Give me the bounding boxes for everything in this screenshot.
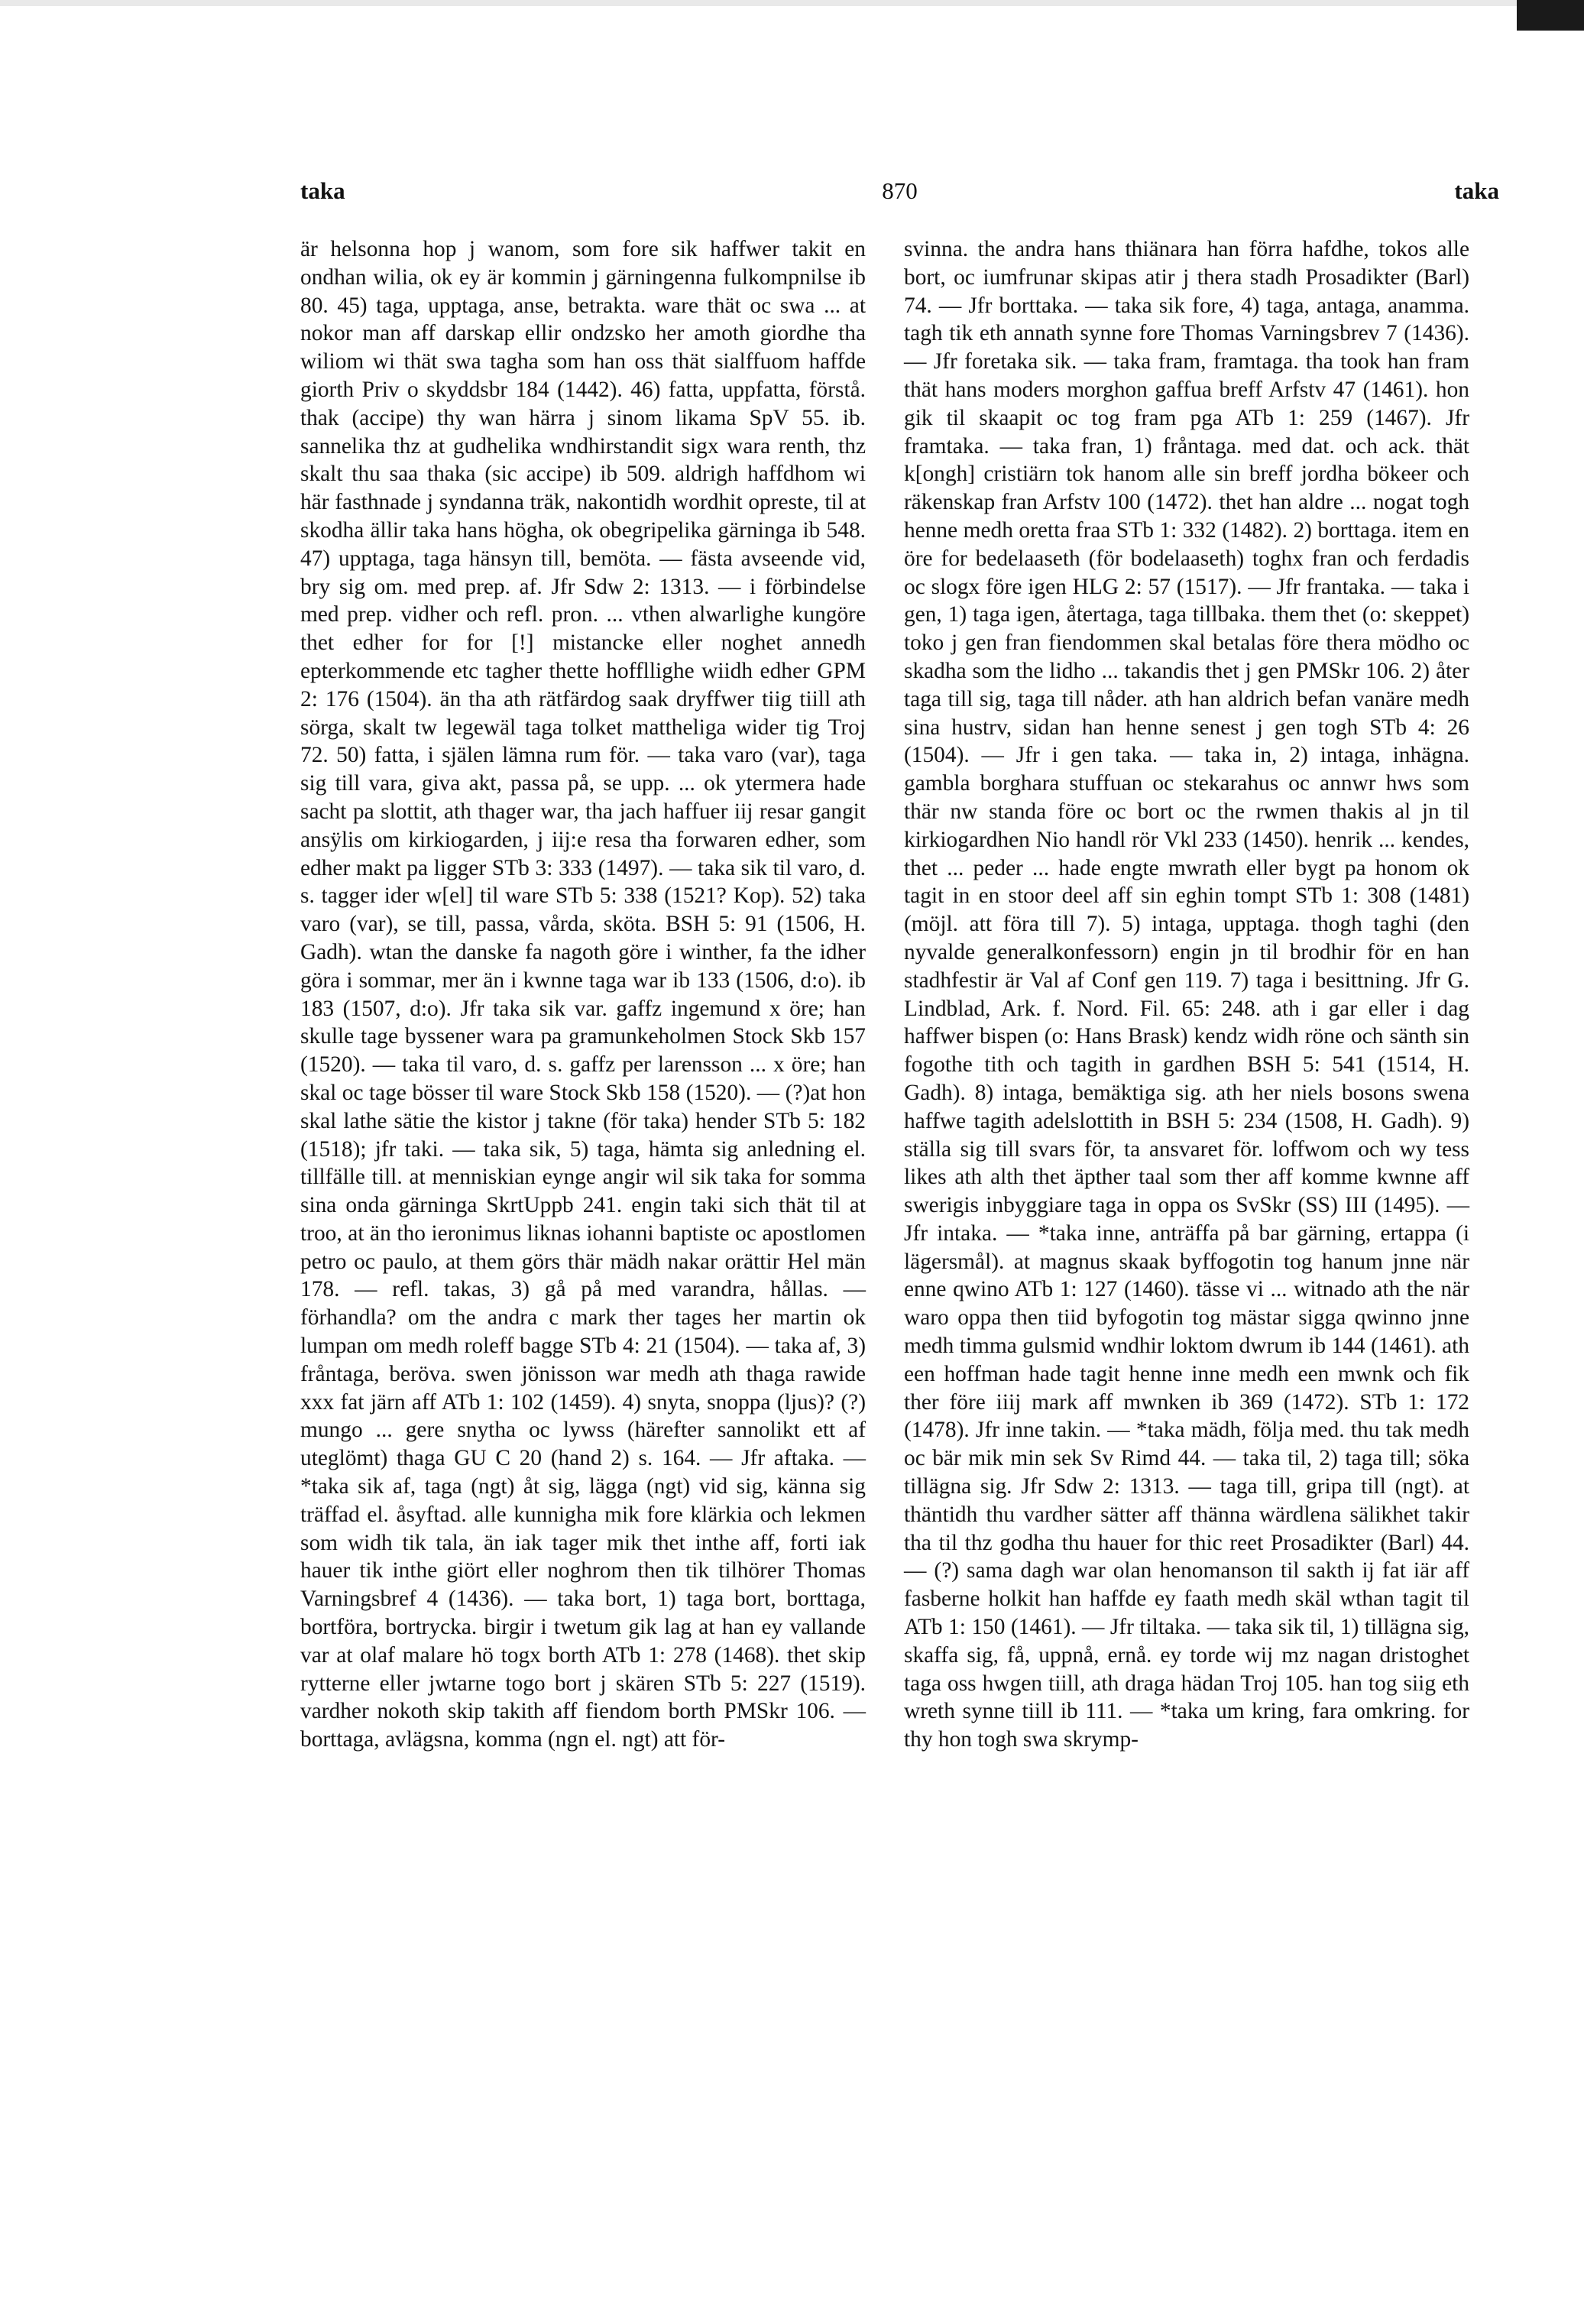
header-left-word: taka [300,177,345,204]
scan-edge-mark [0,0,1584,6]
left-column-text: är helsonna hop j wanom, som fore sik haffwer takit en ondhan wilia, ok ey är kommin j gärningenna fulkompnilse ib 80. 45) taga, upptaga, anse, betrakta. ware thät oc swa ... at nokor man aff darskap ellir ondzsko her amoth giordhe tha wiliom wi thät swa tagha som han oss thät sialffuom haffde giorth Priv o skyddsbr 184 (1442). 46) fatta, uppfatta, förstå. thak (accipe) thy wan härra j sinom likama SpV 55. ib. sannelika thz at gudhelika wndhirstandit sigx wara renth, thz skalt thu saa thaka (sic accipe) ib 509. aldrigh haffdhom wi här fasthnade j syndanna träk, nakontidh wordhit opreste, til at skodha ällir taka hans högha, ok obegripelika gärninga ib 548. 47) upptaga, taga hänsyn till, bemöta. — fästa avseende vid, bry sig om. med prep. af. Jfr Sdw 2: 1313. — i förbindelse med prep. vidher och refl. pron. ... vthen alwarlighe kungöre thet edher for for [!] mistancke eller noghet annedh epterkommende etc tagher thette hoffllighe wiidh edher GPM 2: 176 (1504). än tha ath rätfärdog saak dryffwer tiig tiill ath sörga, skalt tw legewäl taga tolket mattheliga wider tig Troj 72. 50) fatta, i själen lämna rum för. — taka varo (var), taga sig till vara, giva akt, passa på, se upp. ... ok ytermera hade sacht pa slottit, ath thager war, tha jach haffuer iij resar gangit ansÿlis om kirkiogarden, j iij:e resa tha forwaren edher, som edher makt pa ligger STb 3: 333 (1497). — taka sik til varo, d. s. tagger ider w[el] til ware STb 5: 338 (1521? Kop). 52) taka varo (var), se till, passa, vårda, sköta. BSH 5: 91 (1506, H. Gadh). wtan the danske fa nagoth göre i winther, fa the idher göra i sommar, mer än i kwnne taga war ib 133 (1506, d:o). ib 183 (1507, d:o). Jfr taka sik var. gaffz ingemund x öre; han skulle tage byssener wara pa gramunkeholmen Stock Skb 157 (1520). — taka til varo, d. s. gaffz per larensson ... x öre; han skal oc tage bösser til ware Stock Skb 158 (1520). — (?)at hon skal lathe sätie the kistor j takne (för taka) hender STb 5: 182 (1518); jfr taki. — taka sik, 5) taga, hämta sig anledning el. tillfälle till. at menniskian eynge angir wil sik taka for somma sina onda gärninga SkrtUppb 241. engin taki sich thät til at troo, at än tho ieronimus liknas iohanni baptiste oc apostlomen petro oc paulo, at them görs thär mädh nakar orättir Hel män 178. — refl. takas, 3) gå på med varandra, hållas. — förhandla? om the andra c mark ther tages her martin ok lumpan om medh roleff bagge STb 4: 21 (1504). — taka af, 3) fråntaga, beröva. swen jönisson war medh ath thaga rawide xxx fat järn aff ATb 1: 102 (1459). 4) snyta, snoppa (ljus)? (?) mungo ... gere snytha oc lywss (härefter sannolikt ett af uteglömt) thaga GU C 20 (hand 2) s. 164. — Jfr aftaka. — *taka sik af, taga (ngt) åt sig, lägga (ngt) vid sig, känna sig träffad el. åsyftad. alle kunnigha mik fore klärkia och lekmen som widh tik tala, än iak tager mik thet inthe aff, forti iak hauer tik inthe giört eller noghrom then tik tilhörer Thomas Varningsbref 4 (1436). — taka bort, 1) taga bort, borttaga, bortföra, bortrycka. birgir i twetum gik lag at han ey vallande var at olaf malare hö togx borth ATb 1: 278 (1468). thet skip rytterne eller jwtarne togo bort j skären STb 5: 227 (1519). vardher nokoth skip takith aff fiendom borth PMSkr 106. — borttaga, avlägsna, komma (ngn el. ngt) att för- [300,237,866,1752]
right-column [904,235,1469,1754]
header-right-word: taka [1454,177,1499,204]
right-column-text: svinna. the andra hans thiänara han förra hafdhe, tokos alle bort, oc iumfrunar skipas atir j thera stadh Prosadikter (Barl) 74. — Jfr borttaka. — taka sik fore, 4) taga, antaga, anamma. tagh tik eth annath synne fore Thomas Varningsbrev 7 (1436). — Jfr foretaka sik. — taka fram, framtaga. tha took han fram thät hans moders morghon gaffua breff Arfstv 47 (1461). hon gik til skaapit oc tog fram pga ATb 1: 259 (1467). Jfr framtaka. — taka fran, 1) fråntaga. med dat. och ack. thät k[ongh] cristiärn tok hanom alle sin breff jordha bökeer och räkenskap fran Arfstv 100 (1472). thet han aldre ... nogat togh henne medh oretta fraa STb 1: 332 (1482). 2) borttaga. item en öre for bedelaaseth (för bodelaaseth) toghx fran och ferdadis oc slogx före igen HLG 2: 57 (1517). — Jfr frantaka. — taka i gen, 1) taga igen, återtaga, taga tillbaka. them thet (o: skeppet) toko j gen fran fiendommen skal betalas före thera mödho oc skadha som the lidho ... takandis thet j gen PMSkr 106. 2) åter taga till sig, taga till nåder. ath han aldrich befan vanäre medh sina hustrv, sidan han henne senest j gen togh STb 4: 26 (1504). — Jfr i gen taka. — taka in, 2) intaga, inhägna. gambla borghara stuffuan oc stekarahus oc annwr hws som thär nw standa före oc bort oc the rwmen thakis al jn til kirkiogardhen Nio handl rör Vkl 233 (1450). henrik ... kendes, thet ... peder ... hade engte mwrath eller bygt pa honom ok tagit in en stoor deel aff sin eghin tompt STb 1: 308 (1481) (möjl. att föra till 7). 5) intaga, upptaga. thogh taghi (den nyvalde generalkonfessorn) engin jn til brodhir för en han stadhfestir är Val af Conf gen 119. 7) taga i besittning. Jfr G. Lindblad, Ark. f. Nord. Fil. 65: 248. ath i gar eller i dag haffwer bispen (o: Hans Brask) kendz widh röne och sänth sin fogothe tith och tagith in gardhen BSH 5: 541 (1514, H. Gadh). 8) intaga, bemäktiga sig. ath her niels bosons swena haffwe tagith adelslottith in BSH 5: 234 (1508, H. Gadh). 9) ställa sig till svars för, ta ansvaret för. loffwom och wy tess likes ath alth thet äpther taal som ther aff komme kwnne aff swerigis inbyggiare taga in oppa os SvSkr (SS) III (1495). — Jfr intaka. — *taka inne, anträffa på bar gärning, ertappa (i lägersmål). at magnus skaak byffogotin tog hanum jnne när enne qwino ATb 1: 127 (1460). tässe vi ... witnado ath the när waro oppa then tiid byfogotin tog mästar sigga qwinno jnne medh timma gulsmid wndhir loktom dwrum ib 144 (1461). ath een hoffman hade tagit henne inne medh een mwnk och fik ther före iiij mark aff mwnken ib 369 (1472). STb 1: 172 (1478). Jfr inne takin. — *taka mädh, följa med. thu tak medh oc bär mik min sek Sv Rimd 44. — taka til, 2) taga till; söka tillägna sig. Jfr Sdw 2: 1313. — taga till, gripa till (ngt). at thäntidh thu vardher sätter aff thänna wärdlena sälikhet takir tha til thz godha thu hauer for thic reet Prosadikter (Barl) 44. — (?) sama dagh war olan henomanson til sakth ij fat iär aff fasberne holkit han haffde ey faath medh skäl wthan tagit til ATb 1: 150 (1461). — Jfr tiltaka. — taka sik til, 1) tillägna sig, skaffa sig, få, uppnå, ernå. ey torde wij mz nagan dristoghet taga oss hwgen tiill, ath draga hädan Troj 105. han tog siig eth wreth synne tiill ib 111. — *taka um kring, fara omkring. for thy hon togh swa skrymp- [904,237,1469,1752]
left-column [300,235,866,1754]
page-number: 870 [882,177,918,204]
running-head [300,177,1499,211]
